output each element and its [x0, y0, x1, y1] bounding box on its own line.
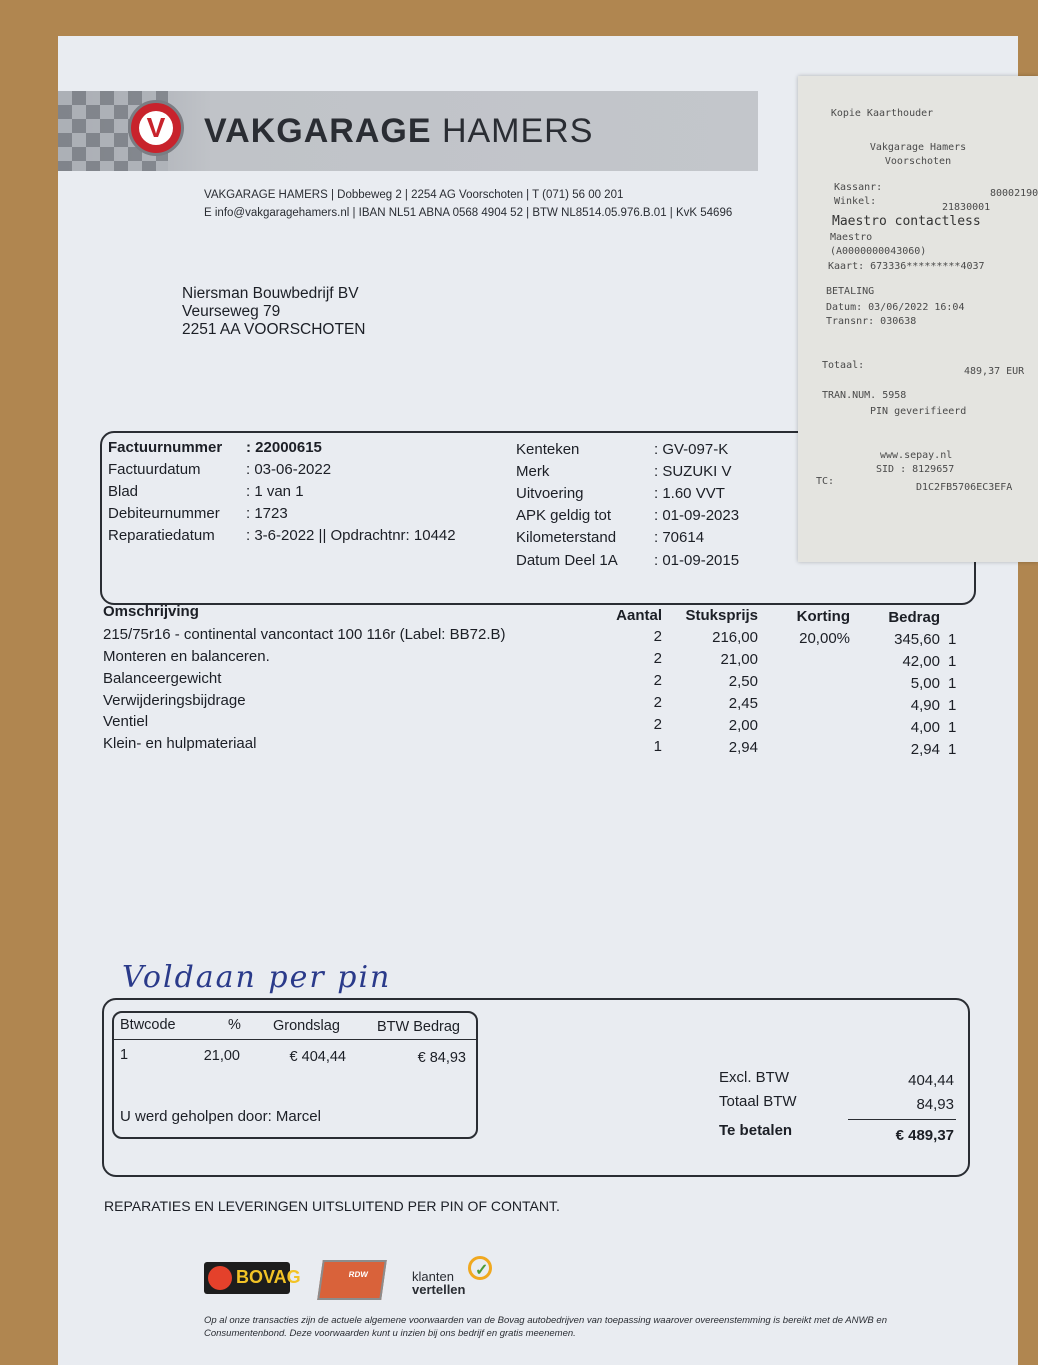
row-qty: 2	[653, 694, 662, 711]
invoice-number-value: : 22000615	[246, 439, 322, 456]
row-qty: 2	[653, 672, 662, 689]
brand-bold: VAKGARAGE	[204, 112, 432, 150]
receipt-tc-label: TC:	[816, 476, 835, 487]
row-vat-code: 1	[948, 741, 957, 758]
row-amount: 4,00	[910, 719, 940, 736]
total-vat-label: Totaal BTW	[719, 1093, 797, 1110]
receipt-winkel-label: Winkel:	[834, 196, 877, 207]
receipt-site: www.sepay.nl	[880, 450, 953, 461]
receipt-kassa-value: 80002190	[990, 188, 1038, 199]
row-amount: 2,94	[910, 741, 940, 758]
row-price: 21,00	[720, 651, 758, 668]
row-description: Klein- en hulpmateriaal	[103, 735, 257, 752]
logo-letter: V	[139, 111, 173, 145]
handwritten-note: Voldaan per pin	[122, 960, 392, 995]
receipt-tc-value: D1C2FB5706EC3EFA	[916, 482, 1013, 493]
row-description: Balanceergewicht	[103, 670, 222, 687]
row-qty: 1	[653, 738, 662, 755]
deel1a-value: : 01-09-2015	[654, 552, 740, 569]
checkmark-icon	[468, 1256, 492, 1280]
plate-label: Kenteken	[516, 441, 580, 458]
row-description: 215/75r16 - continental vancontact 100 116r (Label: BB72.B)	[103, 626, 506, 643]
receipt-winkel-value: 21830001	[942, 202, 991, 213]
row-description: Ventiel	[103, 713, 149, 730]
col-price-header: Stuksprijs	[685, 607, 758, 624]
row-description: Verwijderingsbijdrage	[103, 692, 246, 709]
check-glyph-icon: ✓	[475, 1262, 489, 1279]
vertellen-text: vertellen	[412, 1282, 466, 1297]
receipt-sid: SID : 8129657	[876, 464, 955, 475]
excl-vat-label: Excl. BTW	[719, 1069, 789, 1086]
apk-label: APK geldig tot	[516, 507, 612, 524]
plate-value: : GV-097-K	[654, 441, 729, 458]
row-qty: 2	[653, 650, 662, 667]
make-value: : SUZUKI V	[654, 463, 732, 480]
row-amount: 345,60	[894, 631, 940, 648]
debtor-number-value: : 1723	[246, 505, 288, 522]
make-label: Merk	[516, 463, 550, 480]
receipt-date: Datum: 03/06/2022 16:04	[826, 302, 965, 313]
repair-date-value: : 3-6-2022 || Opdrachtnr: 10442	[246, 527, 456, 544]
invoice-page-label: Blad	[108, 483, 139, 500]
company-contact-line-1: VAKGARAGE HAMERS | Dobbeweg 2 | 2254 AG Voorschoten | T (071) 56 00 201	[204, 189, 624, 201]
totals-divider	[848, 1119, 956, 1120]
row-price: 2,00	[728, 717, 758, 734]
row-qty: 2	[653, 716, 662, 733]
repair-date-label: Reparatiedatum	[108, 527, 215, 544]
helped-by: U werd geholpen door: Marcel	[120, 1108, 321, 1125]
recipient-name: Niersman Bouwbedrijf BV	[182, 285, 359, 302]
row-amount: 5,00	[910, 675, 940, 692]
row-amount: 42,00	[902, 653, 940, 670]
receipt-aid: (A0000000043060)	[830, 246, 927, 257]
vat-row-pct: 21,00	[203, 1048, 240, 1064]
amount-due-label: Te betalen	[719, 1122, 793, 1139]
row-description: Monteren en balanceren.	[103, 648, 270, 665]
col-amount-header: Bedrag	[888, 609, 940, 626]
excl-vat-value: 404,44	[908, 1072, 954, 1089]
rdw-text: RDW	[348, 1270, 369, 1279]
receipt-shop-name: Vakgarage Hamers	[869, 142, 967, 153]
payment-notice: REPARATIES EN LEVERINGEN UITSLUITEND PER PIN OF CONTANT.	[104, 1198, 560, 1214]
col-discount-header: Korting	[796, 608, 850, 625]
col-qty-header: Aantal	[616, 607, 662, 624]
company-brand	[204, 112, 593, 151]
recipient-street: Veurseweg 79	[182, 303, 281, 320]
receipt-card-name: Maestro	[830, 232, 873, 243]
row-vat-code: 1	[948, 631, 957, 648]
col-description-header: Omschrijving	[103, 603, 199, 620]
invoice-number-label: Factuurnummer	[108, 439, 223, 456]
receipt-betaling: BETALING	[826, 286, 875, 297]
klanten-text: klanten	[412, 1269, 454, 1284]
row-discount: 20,00%	[799, 630, 850, 647]
total-vat-value: 84,93	[916, 1096, 954, 1113]
receipt-total-label: Totaal:	[822, 360, 865, 371]
receipt-transnr: Transnr: 030638	[826, 316, 917, 327]
receipt-card-number: Kaart: 673336*********4037	[828, 261, 985, 272]
row-amount: 4,90	[910, 697, 940, 714]
row-price: 2,50	[728, 673, 758, 690]
row-price: 216,00	[712, 629, 758, 646]
bovag-mark-icon	[208, 1266, 232, 1290]
row-price: 2,45	[728, 695, 758, 712]
receipt-total-value: 489,37 EUR	[964, 366, 1025, 377]
row-vat-code: 1	[948, 675, 957, 692]
receipt-shop-city: Voorschoten	[884, 156, 952, 167]
vakgarage-logo-icon	[128, 100, 184, 156]
vat-header-divider	[114, 1039, 476, 1040]
receipt-card-type: Maestro contactless	[832, 214, 981, 229]
vat-col-pct: %	[228, 1017, 241, 1033]
vat-col-code: Btwcode	[120, 1017, 176, 1033]
receipt-title: Kopie Kaarthouder	[830, 108, 934, 119]
invoice-page-value: : 1 van 1	[246, 483, 304, 500]
row-qty: 2	[653, 628, 662, 645]
row-vat-code: 1	[948, 719, 957, 736]
km-value: : 70614	[654, 529, 705, 546]
amount-due-value: € 489,37	[895, 1127, 954, 1144]
row-vat-code: 1	[948, 697, 957, 714]
terms-line-2: Consumentenbond. Deze voorwaarden kunt u inzien bij ons bedrijf en gratis meenemen.	[204, 1328, 576, 1339]
row-vat-code: 1	[948, 653, 957, 670]
bovag-logo-icon	[204, 1262, 301, 1294]
terms-line-1: Op al onze transacties zijn de actuele algemene voorwaarden van de Bovag autobedrijven van toepassing waarover overeenstemming is bereikt met de ANWB en	[204, 1315, 887, 1326]
vat-row-code: 1	[120, 1047, 129, 1063]
debtor-number-label: Debiteurnummer	[108, 505, 220, 522]
recipient-city: 2251 AA VOORSCHOTEN	[182, 321, 366, 338]
rdw-logo-icon	[317, 1260, 387, 1300]
company-contact-line-2: E info@vakgaragehamers.nl | IBAN NL51 ABNA 0568 4904 52 | BTW NL8514.05.976.B.01 | KvK 54696	[204, 207, 733, 219]
invoice-date-label: Factuurdatum	[108, 461, 201, 478]
receipt-pin-verified: PIN geverifieerd	[870, 406, 967, 417]
recipient-address	[182, 285, 366, 339]
vat-row-base: € 404,44	[289, 1049, 346, 1065]
invoice-date-value: : 03-06-2022	[246, 461, 332, 478]
row-price: 2,94	[728, 739, 758, 756]
km-label: Kilometerstand	[516, 529, 617, 546]
vat-row-amount: € 84,93	[417, 1050, 466, 1066]
brand-light: HAMERS	[441, 112, 594, 150]
vat-col-amount: BTW Bedrag	[377, 1019, 460, 1035]
version-value: : 1.60 VVT	[654, 485, 725, 502]
receipt-kassa-label: Kassanr:	[834, 182, 883, 193]
pin-receipt	[798, 76, 1038, 562]
version-label: Uitvoering	[516, 485, 584, 502]
bovag-text: BOVAG	[236, 1267, 301, 1287]
receipt-tran-num: TRAN.NUM. 5958	[822, 390, 907, 401]
deel1a-label: Datum Deel 1A	[516, 552, 618, 569]
vat-col-base: Grondslag	[273, 1018, 340, 1034]
apk-value: : 01-09-2023	[654, 507, 740, 524]
invoice-paper	[58, 36, 1038, 1365]
